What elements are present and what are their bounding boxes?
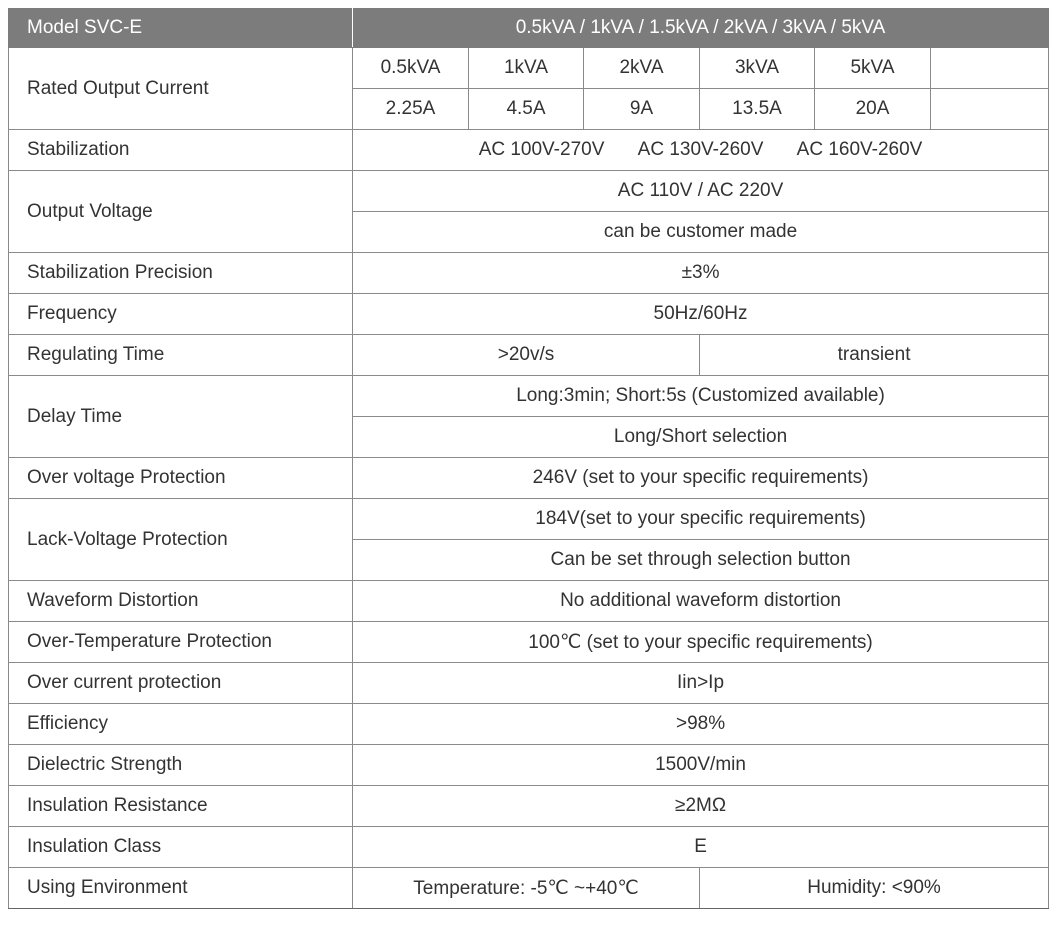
over-current-protection-value: Iin>Ip [353,663,1049,704]
over-current-protection-label: Over current protection [9,663,353,704]
using-environment-label: Using Environment [9,868,353,909]
dielectric-strength-value: 1500V/min [353,745,1049,786]
capacity-cell: 2kVA [584,48,700,89]
model-header: Model SVC-E [9,9,353,48]
current-cell-empty [931,89,1049,130]
output-voltage-note: can be customer made [353,212,1049,253]
efficiency-value: >98% [353,704,1049,745]
table-row [9,458,1049,499]
table-row [9,581,1049,622]
table-row [9,171,1049,212]
table-row [9,827,1049,868]
insulation-resistance-value: ≥2MΩ [353,786,1049,827]
capacity-cell-empty [931,48,1049,89]
stabilization-label: Stabilization [9,130,353,171]
regulating-time-value-a: >20v/s [353,335,700,376]
table-row [9,704,1049,745]
over-temperature-protection-value: 100℃ (set to your specific requirements) [353,622,1049,663]
stabilization-range: AC 100V-270V [478,139,605,160]
table-row [9,663,1049,704]
capacity-cell: 0.5kVA [353,48,469,89]
output-voltage-label: Output Voltage [9,171,353,253]
table-row [9,48,1049,89]
over-voltage-protection-label: Over voltage Protection [9,458,353,499]
waveform-distortion-label: Waveform Distortion [9,581,353,622]
over-temperature-protection-label: Over-Temperature Protection [9,622,353,663]
spec-table [8,8,1049,909]
table-row [9,499,1049,540]
delay-time-value: Long:3min; Short:5s (Customized available) [353,376,1049,417]
table-row [9,868,1049,909]
output-voltage-value: AC 110V / AC 220V [353,171,1049,212]
capacity-cell: 3kVA [700,48,815,89]
lack-voltage-protection-note: Can be set through selection button [353,540,1049,581]
lack-voltage-protection-label: Lack-Voltage Protection [9,499,353,581]
over-voltage-protection-value: 246V (set to your specific requirements) [353,458,1049,499]
stabilization-range: AC 160V-260V [796,139,923,160]
table-row [9,622,1049,663]
capacity-cell: 5kVA [815,48,931,89]
regulating-time-label: Regulating Time [9,335,353,376]
frequency-value: 50Hz/60Hz [353,294,1049,335]
stabilization-value [353,130,1049,171]
table-header-row [9,9,1049,48]
table-row [9,130,1049,171]
stabilization-range: AC 130V-260V [637,139,764,160]
current-cell: 9A [584,89,700,130]
table-row [9,294,1049,335]
rated-output-current-label: Rated Output Current [9,48,353,130]
table-row [9,786,1049,827]
table-row [9,376,1049,417]
current-cell: 13.5A [700,89,815,130]
table-row [9,335,1049,376]
stabilization-precision-label: Stabilization Precision [9,253,353,294]
models-header: 0.5kVA / 1kVA / 1.5kVA / 2kVA / 3kVA / 5kVA [353,9,1049,48]
frequency-label: Frequency [9,294,353,335]
using-environment-temperature: Temperature: -5℃ ~+40℃ [353,868,700,909]
delay-time-label: Delay Time [9,376,353,458]
dielectric-strength-label: Dielectric Strength [9,745,353,786]
current-cell: 4.5A [469,89,584,130]
stabilization-precision-value: ±3% [353,253,1049,294]
insulation-resistance-label: Insulation Resistance [9,786,353,827]
current-cell: 20A [815,89,931,130]
table-row [9,745,1049,786]
regulating-time-value-b: transient [700,335,1049,376]
using-environment-humidity: Humidity: <90% [700,868,1049,909]
table-row [9,253,1049,294]
waveform-distortion-value: No additional waveform distortion [353,581,1049,622]
lack-voltage-protection-value: 184V(set to your specific requirements) [353,499,1049,540]
current-cell: 2.25A [353,89,469,130]
insulation-class-value: E [353,827,1049,868]
delay-time-note: Long/Short selection [353,417,1049,458]
efficiency-label: Efficiency [9,704,353,745]
capacity-cell: 1kVA [469,48,584,89]
insulation-class-label: Insulation Class [9,827,353,868]
